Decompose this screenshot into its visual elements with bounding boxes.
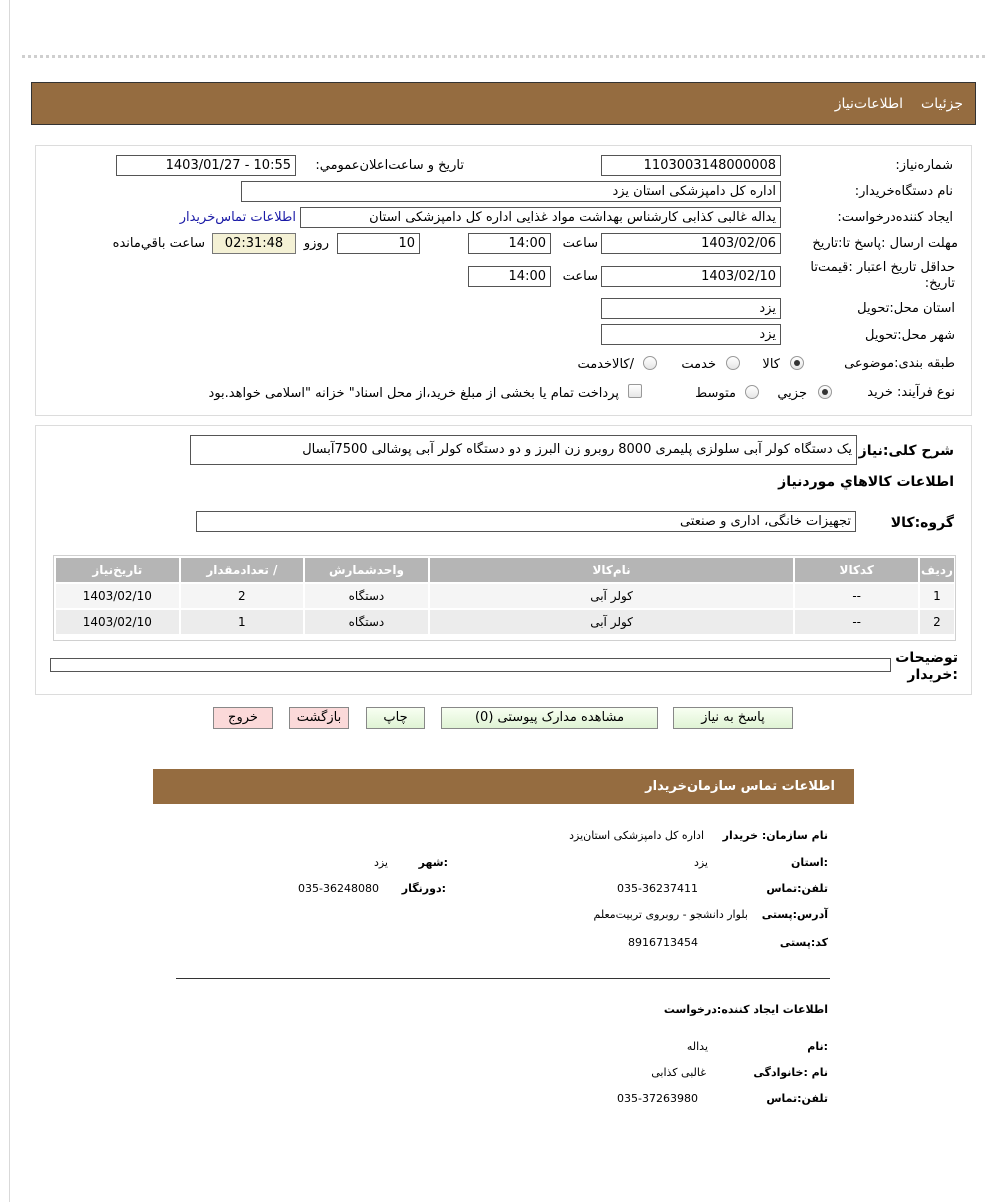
remaining-label: ساعت باقي‌مانده — [112, 236, 205, 251]
cell-goods-code: -- — [795, 610, 918, 634]
creator-phone-value: 035-37263980 — [617, 1092, 698, 1105]
cell-quantity: 1 — [181, 610, 304, 634]
contact-postal-value: 8916713454 — [628, 936, 698, 949]
city-label: شهر محل:تحويل — [865, 328, 955, 343]
days-label: روزو — [303, 236, 329, 251]
goods-group-field: تجهيزات خانگی، اداری و صنعتی — [196, 511, 856, 532]
contact-address-value: بلوار دانشجو - روبروی تربیت‌معلم — [593, 908, 748, 921]
announce-date-label: تاريخ و ساعت‌اعلان‌عمومي: — [315, 158, 464, 173]
col-row-number: رديف — [920, 558, 954, 582]
cell-unit: دستگاه — [305, 610, 428, 634]
cell-need-date: 1403/02/10 — [56, 584, 179, 608]
cell-row-number: 2 — [920, 610, 954, 634]
buyer-org-label: نام دستگاه‌خريدار: — [854, 184, 953, 199]
contact-org-label: نام سازمان: خريدار — [722, 829, 828, 842]
creator-label: ايجاد کننده‌درخواست: — [837, 210, 953, 225]
need-number-label: شماره‌نياز: — [895, 158, 953, 173]
contact-postal-label: کد:پستی — [779, 936, 828, 949]
process-label: نوع فرآيند: خريد — [867, 385, 955, 400]
buyer-notes-label: توضيحات :خريدار — [895, 650, 958, 683]
validity-time-label: ساعت — [562, 269, 598, 284]
tab-need-info[interactable]: اطلاعات‌نياز — [834, 95, 904, 112]
contact-city-label: :شهر — [418, 856, 448, 869]
deadline-time-label: ساعت — [562, 236, 598, 251]
tab-header-bar — [31, 82, 976, 125]
creator-family-label: نام :خانوادگی — [753, 1066, 828, 1079]
top-dotted-separator — [22, 55, 985, 58]
items-table-frame — [53, 555, 956, 641]
creator-phone-label: تلفن:تماس — [766, 1092, 828, 1105]
creator-field: یداله غالبی کذابی کارشناس بهداشت مواد غذایی اداره کل دامپزشکی استان — [300, 207, 781, 228]
contact-org-value: اداره کل دامپزشکی استان‌یزد — [569, 829, 704, 842]
reply-button[interactable]: پاسخ به نیاز — [673, 707, 793, 729]
contact-city-value: یزد — [373, 856, 388, 869]
need-number-field: 1103003148000008 — [601, 155, 781, 176]
province-field: یزد — [601, 298, 781, 319]
cell-goods-code: -- — [795, 584, 918, 608]
contact-phone-label: تلفن:تماس — [766, 882, 828, 895]
creator-name-label: :نام — [807, 1040, 828, 1053]
description-field: یک دستگاه کولر آبی سلولزی پلیمری 8000 روبرو زن البرز و دو دستگاه کولر آبی پوشالی 7500آبسال — [190, 435, 857, 465]
contact-province-value: یزد — [693, 856, 708, 869]
col-need-date: تاريخ‌نياز — [56, 558, 179, 582]
col-unit: واحدشمارش — [305, 558, 428, 582]
deadline-label: مهلت ارسال :پاسخ تا:تاريخ — [812, 236, 958, 251]
cell-row-number: 1 — [920, 584, 954, 608]
category-radio-goods-service[interactable] — [643, 356, 657, 370]
buyer-contact-link[interactable]: اطلاعات تماس‌خريدار — [179, 210, 296, 225]
category-label: طبقه بندی:موضوعی — [844, 356, 955, 371]
items-table-header — [56, 558, 954, 582]
tab-details[interactable]: جزئيات — [921, 95, 963, 112]
view-attachments-button[interactable]: مشاهده مدارک پیوستی (0) — [441, 707, 658, 729]
page-left-border — [9, 0, 10, 1202]
process-radio-medium[interactable] — [745, 385, 759, 399]
creator-name-value: یداله — [686, 1040, 708, 1053]
contact-divider — [176, 978, 830, 979]
deadline-date-field: 1403/02/06 — [601, 233, 781, 254]
validity-label: حداقل تاريخ اعتبار :قيمت‌تا تاريخ: — [810, 260, 955, 291]
print-button[interactable]: چاپ — [366, 707, 425, 729]
table-row — [56, 584, 954, 608]
cell-goods-name: کولر آبی — [430, 584, 794, 608]
validity-time-field: 14:00 — [468, 266, 551, 287]
province-label: استان محل:تحويل — [857, 301, 955, 316]
treasury-payment-checkbox[interactable] — [628, 384, 642, 398]
cell-need-date: 1403/02/10 — [56, 610, 179, 634]
description-label: شرح کلی:نياز — [858, 443, 954, 459]
process-option-minor: جزيي — [777, 386, 807, 401]
contact-address-label: آدرس:پستی — [761, 908, 828, 921]
days-field: 10 — [337, 233, 420, 254]
process-option-medium: متوسط — [695, 386, 736, 401]
col-goods-name: نام‌کالا — [430, 558, 794, 582]
cell-goods-name: کولر آبی — [430, 610, 794, 634]
back-button[interactable]: بازگشت — [289, 707, 349, 729]
buyer-notes-field — [50, 658, 891, 672]
goods-group-label: گروه:کالا — [890, 515, 954, 531]
col-goods-code: کدکالا — [795, 558, 918, 582]
col-quantity: / تعدادمقدار — [181, 558, 304, 582]
contact-fax-label: :دورنگار — [401, 882, 446, 895]
cell-unit: دستگاه — [305, 584, 428, 608]
city-field: یزد — [601, 324, 781, 345]
category-option-goods-service: /کالاخدمت — [577, 357, 634, 372]
validity-date-field: 1403/02/10 — [601, 266, 781, 287]
category-radio-goods[interactable] — [790, 356, 804, 370]
items-table — [54, 556, 956, 636]
remaining-timer: 02:31:48 — [212, 233, 296, 254]
creator-info-heading: اطلاعات ايجاد کننده:درخواست — [663, 1003, 828, 1016]
cell-quantity: 2 — [181, 584, 304, 608]
category-option-goods: کالا — [762, 357, 780, 372]
process-radio-minor[interactable] — [818, 385, 832, 399]
contact-header-bar — [153, 769, 854, 804]
announce-date-field: 1403/01/27 - 10:55 — [116, 155, 296, 176]
contact-header-title: اطلاعات تماس سازمان‌خريدار — [645, 779, 835, 794]
contact-phone-value: 035-36237411 — [617, 882, 698, 895]
category-option-service: خدمت — [681, 357, 716, 372]
items-heading: اطلاعات کالاهاي موردنياز — [778, 474, 954, 490]
buyer-org-field: اداره کل دامپزشکی استان یزد — [241, 181, 781, 202]
exit-button[interactable]: خروج — [213, 707, 273, 729]
deadline-time-field: 14:00 — [468, 233, 551, 254]
category-radio-service[interactable] — [726, 356, 740, 370]
contact-province-label: :استان — [791, 856, 828, 869]
contact-fax-value: 035-36248080 — [298, 882, 379, 895]
creator-family-value: غالبی کذابی — [651, 1066, 706, 1079]
table-row — [56, 610, 954, 634]
treasury-payment-note: پرداخت تمام يا بخشی از مبلغ خريد،از محل اسناد" خزانه "اسلامی خواهد.بود — [208, 386, 619, 401]
